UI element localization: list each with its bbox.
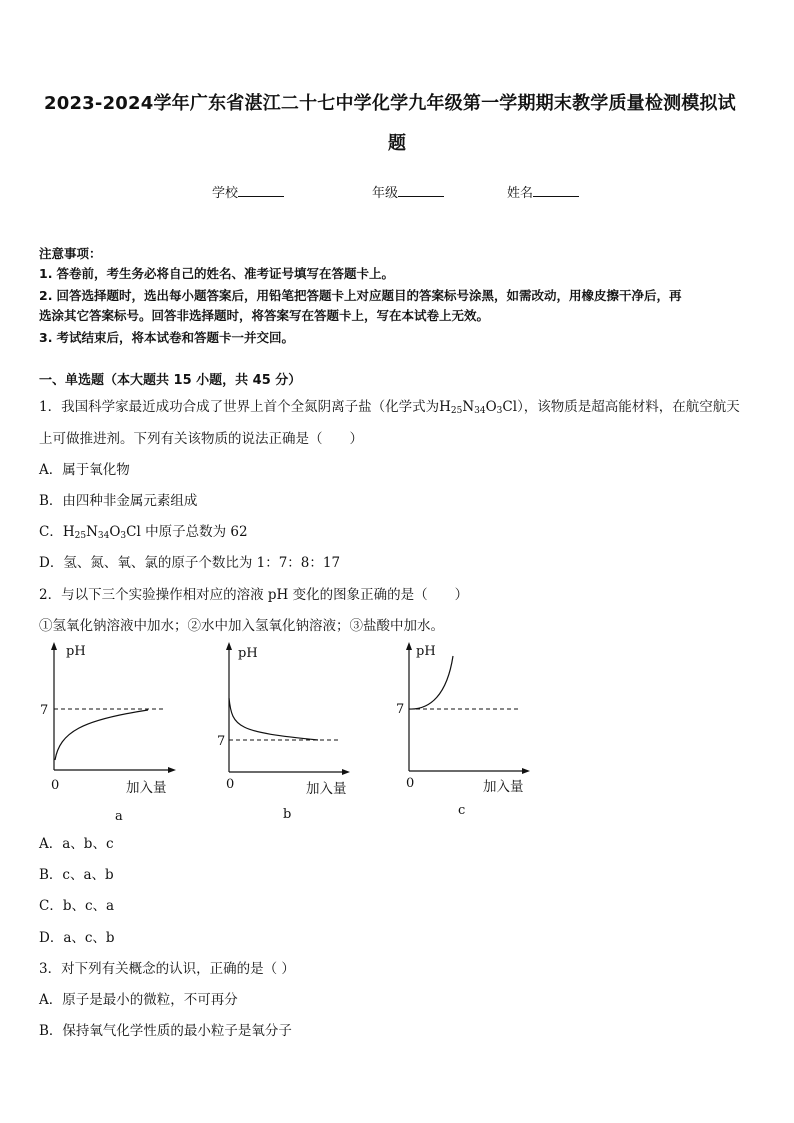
note-item-2: 2. 回答选择题时，选出每小题答案后，用铅笔把答题卡上对应题目的答案标号涂黑，如需改动，用橡皮擦干净后，再: [39, 288, 682, 303]
page-title-line2: 题: [388, 133, 407, 154]
q2-option-d: D．a、c、b: [39, 930, 115, 946]
graph-a-xlabel: 加入量: [126, 780, 167, 796]
grade-field: 年级: [372, 182, 444, 201]
q2-option-a: A．a、b、c: [39, 836, 114, 852]
graph-c-ylabel: pH: [416, 644, 436, 659]
q2-subtext: ①氢氧化钠溶液中加水；②水中加入氢氧化钠溶液；③盐酸中加水。: [39, 618, 444, 634]
q2-option-c: C．b、c、a: [39, 898, 115, 914]
page-title-line1: 2023-2024学年广东省湛江二十七中学化学九年级第一学期期末教学质量检测模拟试: [44, 93, 736, 114]
graph-c-origin: 0: [406, 776, 415, 791]
q1-formula-c: $H_{25}N_{34}O_3Cl$: [62, 524, 141, 541]
school-field: 学校: [212, 182, 284, 201]
graph-a-caption: a: [115, 809, 123, 824]
graph-a-origin: 0: [51, 778, 60, 793]
q1-option-b: B．由四种非金属元素组成: [39, 493, 198, 509]
q1-option-c: C．$H_{25}N_{34}O_3Cl$ 中原子总数为 62: [39, 524, 248, 541]
q2-option-b: B．c、a、b: [39, 867, 114, 883]
graph-c-xlabel: 加入量: [483, 779, 524, 795]
graph-b: [212, 640, 362, 825]
q2-stem: 2．与以下三个实验操作相对应的溶液 pH 变化的图象正确的是（ ）: [39, 587, 469, 603]
section-heading: 一、单选题（本大题共 15 小题，共 45 分）: [39, 373, 302, 388]
graph-c: [392, 640, 542, 825]
notes-heading: 注意事项：: [39, 246, 102, 261]
graph-c-ref: 7: [396, 702, 405, 717]
note-item-2-cont: 选涂其它答案标号。回答非选择题时，将答案写在答题卡上，写在本试卷上无效。: [39, 308, 490, 323]
q1-stem: 1．我国科学家最近成功合成了世界上首个全氮阴离子盐（化学式为$H_{25}N_{34}O_3Cl$），该物质是超高能材料，在航空航天: [39, 399, 740, 416]
q3-stem: 3．对下列有关概念的认识，正确的是（ ）: [39, 961, 295, 977]
q1-stem-line2: 上可做推进剂。下列有关该物质的说法正确是（ ）: [39, 431, 363, 447]
graph-b-ref: 7: [217, 734, 226, 749]
q1-option-d: D．氢、氮、氧、氯的原子个数比为 1：7：8：17: [39, 555, 341, 571]
graph-a-ylabel: pH: [66, 644, 86, 659]
graph-b-caption: b: [283, 807, 292, 822]
name-field: 姓名: [507, 182, 579, 201]
note-item-3: 3. 考试结束后，将本试卷和答题卡一并交回。: [39, 330, 294, 345]
graph-b-ylabel: pH: [238, 646, 258, 661]
q1-formula: $H_{25}N_{34}O_3Cl$: [439, 399, 518, 416]
q3-option-b: B．保持氧气化学性质的最小粒子是氧分子: [39, 1023, 292, 1039]
graph-b-origin: 0: [226, 777, 235, 792]
graph-b-xlabel: 加入量: [306, 781, 347, 797]
q3-option-a: A．原子是最小的微粒，不可再分: [39, 992, 238, 1008]
graph-a-ref: 7: [40, 703, 49, 718]
graph-a: [36, 640, 186, 825]
q1-option-a: A．属于氧化物: [39, 462, 130, 478]
graph-c-caption: c: [458, 803, 466, 818]
note-item-1: 1. 答卷前，考生务必将自己的姓名、准考证号填写在答题卡上。: [39, 266, 394, 281]
